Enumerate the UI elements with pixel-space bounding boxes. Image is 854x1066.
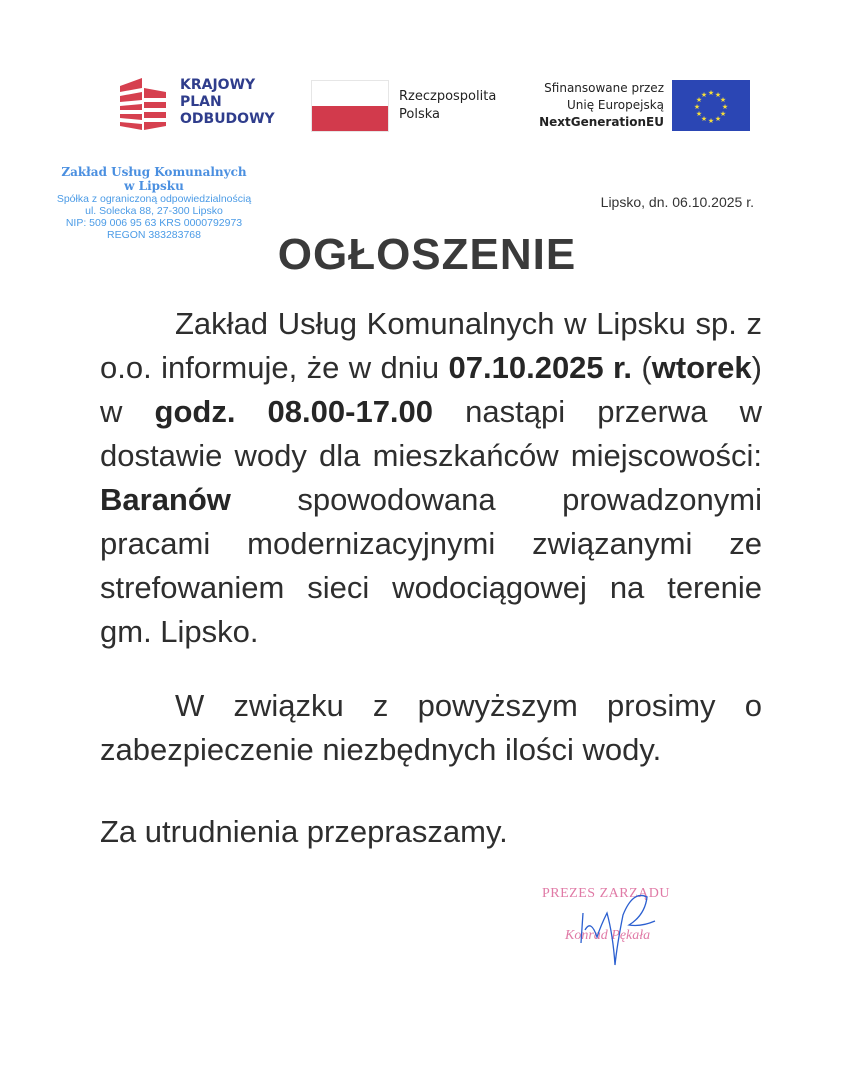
- poland-line: Rzeczpospolita: [399, 89, 497, 104]
- poland-line: Polska: [399, 107, 440, 122]
- text: spowodowana prowadzonymi pracami modernizacyjnymi związanymi ze strefowaniem sieci wodociągowej na terenie gm. Lipsko.: [100, 482, 762, 649]
- svg-text:★: ★: [707, 89, 715, 97]
- svg-text:★: ★: [700, 115, 708, 123]
- paragraph-main: [100, 302, 762, 654]
- signature-name: Konrad Pękała: [565, 928, 651, 943]
- paragraph-apology: Za utrudnienia przepraszamy.: [100, 814, 508, 849]
- outage-hours: godz. 08.00-17.00: [154, 394, 434, 429]
- svg-text:★: ★: [719, 110, 727, 118]
- svg-text:★: ★: [700, 91, 708, 99]
- kpo-building-icon: [120, 78, 168, 130]
- outage-date: 07.10.2025 r.: [448, 350, 633, 385]
- text: nastąpi przerwa w dostawie wody dla mieszkańców miejscowości:: [100, 394, 762, 473]
- svg-text:★: ★: [695, 110, 703, 118]
- svg-text:★: ★: [695, 96, 703, 104]
- text: ) w: [100, 350, 762, 429]
- eu-line: Sfinansowane przez: [544, 81, 664, 95]
- polish-flag-icon: [311, 80, 389, 132]
- outage-weekday: wtorek: [651, 350, 752, 385]
- stamp-line: Spółka z ograniczoną odpowiedzialnością: [56, 193, 252, 205]
- outage-location: Baranów: [100, 482, 231, 517]
- text: Zakład Usług Komunalnych w Lipsku sp. z o.o. informuje, że w dniu: [100, 306, 762, 385]
- svg-text:★: ★: [714, 91, 722, 99]
- stamp-line: w Lipsku: [124, 179, 184, 193]
- poland-logo-text: [399, 88, 496, 124]
- stamp-line: ul. Solecka 88, 27-300 Lipsko: [85, 205, 223, 217]
- announcement-body: [100, 302, 762, 854]
- svg-text:★: ★: [693, 103, 701, 111]
- eu-line: NextGenerationEU: [539, 115, 664, 129]
- svg-text:★: ★: [721, 103, 729, 111]
- signature-title: PREZES ZARZĄDU: [542, 886, 670, 901]
- kpo-logo-text: [180, 77, 275, 128]
- stamp-line: Zakład Usług Komunalnych: [61, 165, 247, 179]
- paragraph-request: W związku z powyższym prosimy o zabezpieczenie niezbędnych ilości wody.: [100, 688, 762, 767]
- stamp-line: REGON 383283768: [107, 229, 201, 241]
- document-date: Lipsko, dn. 06.10.2025 r.: [600, 194, 754, 210]
- kpo-line: PLAN: [180, 94, 222, 110]
- eu-flag-icon: [672, 80, 750, 131]
- text: (: [632, 350, 652, 385]
- handwritten-signature-icon: [575, 885, 665, 970]
- stamp-line: NIP: 509 006 95 63 KRS 0000792973: [65, 217, 243, 229]
- svg-text:★: ★: [714, 115, 722, 123]
- svg-text:★: ★: [707, 117, 715, 125]
- eu-funding-text: [530, 80, 664, 131]
- kpo-line: KRAJOWY: [180, 77, 256, 93]
- page-title: OGŁOSZENIE: [277, 230, 577, 279]
- svg-text:★: ★: [719, 96, 727, 104]
- eu-line: Unię Europejską: [566, 98, 664, 112]
- kpo-line: ODBUDOWY: [180, 111, 275, 127]
